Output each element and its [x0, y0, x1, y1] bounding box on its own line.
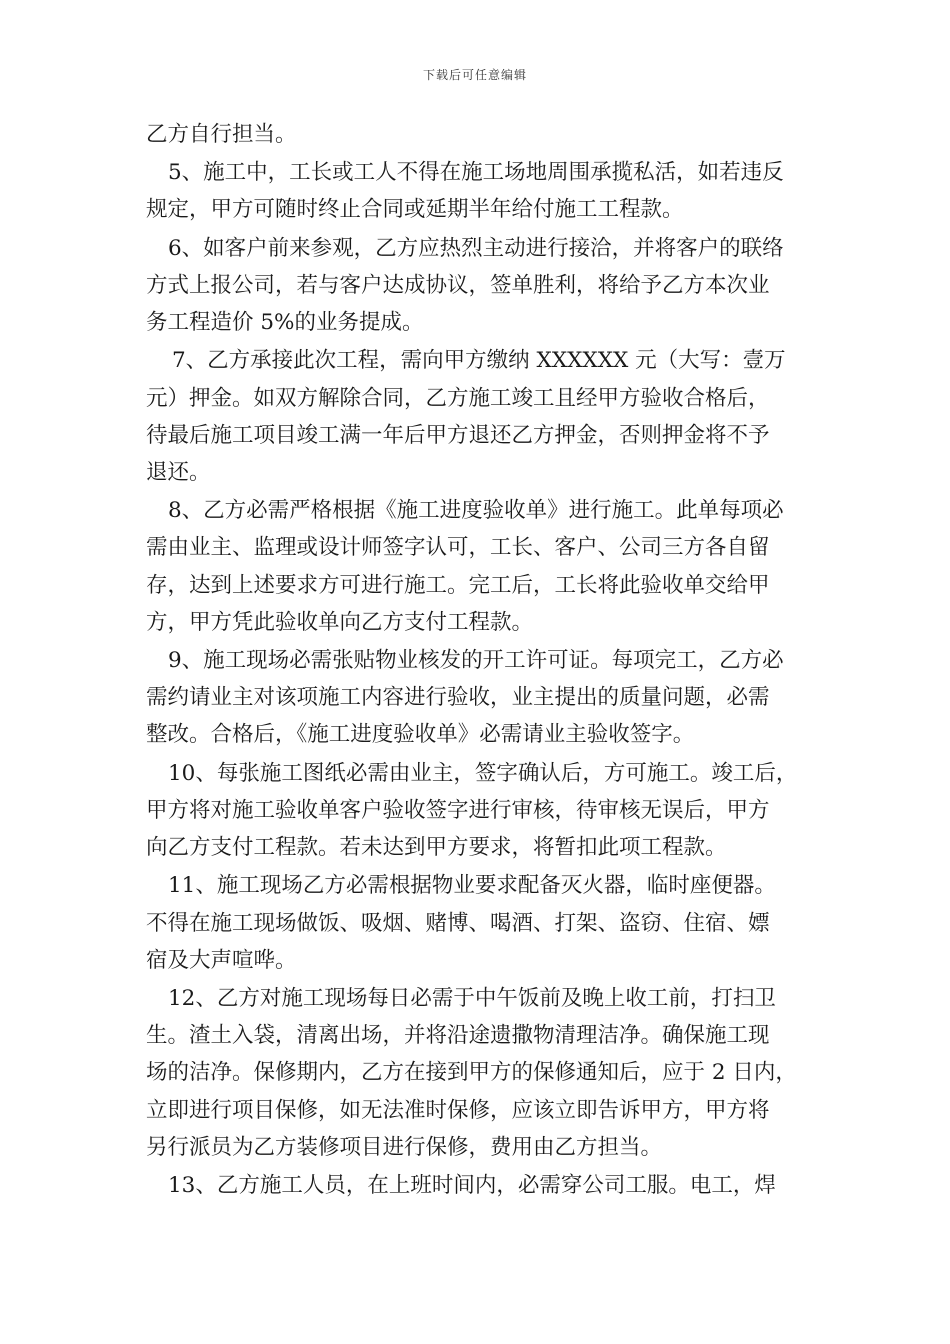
text-line: 存，达到上述要求方可进行施工。完工后，工长将此验收单交给甲 [146, 572, 770, 598]
paragraph [146, 492, 806, 641]
text-line: 方式上报公司，若与客户达成协议，签单胜利，将给予乙方本次业 [146, 272, 770, 298]
paragraph [146, 116, 806, 153]
text-line: 需由业主、监理或设计师签字认可，工长、客户、公司三方各自留 [146, 535, 770, 561]
text-line: 8、乙方必需严格根据《施工进度验收单》进行施工。此单每项必 [168, 498, 784, 524]
text-line: 需约请业主对该项施工内容进行验收，业主提出的质量问题，必需 [146, 685, 770, 711]
text-line: 方，甲方凭此验收单向乙方支付工程款。 [146, 609, 534, 635]
text-line: 6、如客户前来参观，乙方应热烈主动进行接洽，并将客户的联络 [168, 235, 784, 261]
text-line: 不得在施工现场做饭、吸烟、赌博、喝酒、打架、盗窃、住宿、嫖 [146, 910, 770, 936]
paragraph [146, 755, 806, 867]
text-line: 元）押金。如双方解除合同，乙方施工竣工且经甲方验收合格后， [146, 385, 770, 411]
paragraph [146, 154, 806, 228]
text-line: 11、施工现场乙方必需根据物业要求配备灭火器，临时座便器。 [168, 873, 776, 899]
page-header: 下载后可任意编辑 [422, 68, 527, 82]
text-line: 场的洁净。保修期内，乙方在接到甲方的保修通知后，应于 2 日内， [146, 1060, 797, 1086]
text-line: 整改。合格后，《施工进度验收单》必需请业主验收签字。 [146, 722, 695, 748]
paragraph [146, 642, 806, 754]
text-line: 7、乙方承接此次工程，需向甲方缴纳 XXXXXX 元（大写：壹万 [172, 348, 786, 374]
text-line: 待最后施工项目竣工满一年后甲方退还乙方押金，否则押金将不予 [146, 422, 770, 448]
paragraph [146, 342, 806, 491]
text-line: 另行派员为乙方装修项目进行保修，费用由乙方担当。 [146, 1134, 663, 1160]
text-line: 生。渣土入袋，清离出场，并将沿途遗撒物清理洁净。确保施工现 [146, 1023, 770, 1049]
text-line: 退还。 [146, 459, 211, 485]
text-line: 5、施工中，工长或工人不得在施工场地周围承揽私活，如若违反 [168, 160, 784, 186]
text-line: 甲方将对施工验收单客户验收签字进行审核，待审核无误后，甲方 [146, 797, 770, 823]
text-line: 乙方自行担当。 [146, 122, 297, 147]
paragraph [146, 230, 806, 342]
text-line: 宿及大声喧哗。 [146, 947, 297, 973]
document-body [146, 116, 806, 1205]
text-line: 13、乙方施工人员，在上班时间内，必需穿公司工服。电工，焊 [168, 1173, 776, 1199]
text-line: 规定，甲方可随时终止合同或延期半年给付施工工程款。 [146, 197, 684, 223]
text-line: 向乙方支付工程款。若未达到甲方要求，将暂扣此项工程款。 [146, 835, 727, 861]
text-line: 立即进行项目保修，如无法准时保修，应该立即告诉甲方，甲方将 [146, 1097, 770, 1123]
text-line: 务工程造价 5%的业务提成。 [146, 310, 424, 336]
paragraph [146, 867, 806, 979]
text-line: 12、乙方对施工现场每日必需于中午饭前及晚上收工前，打扫卫 [168, 986, 776, 1012]
text-line: 10、每张施工图纸必需由业主，签字确认后，方可施工。竣工后， [168, 760, 798, 786]
paragraph [146, 980, 806, 1166]
text-line: 9、施工现场必需张贴物业核发的开工许可证。每项完工，乙方必 [168, 648, 784, 674]
paragraph [146, 1167, 806, 1204]
